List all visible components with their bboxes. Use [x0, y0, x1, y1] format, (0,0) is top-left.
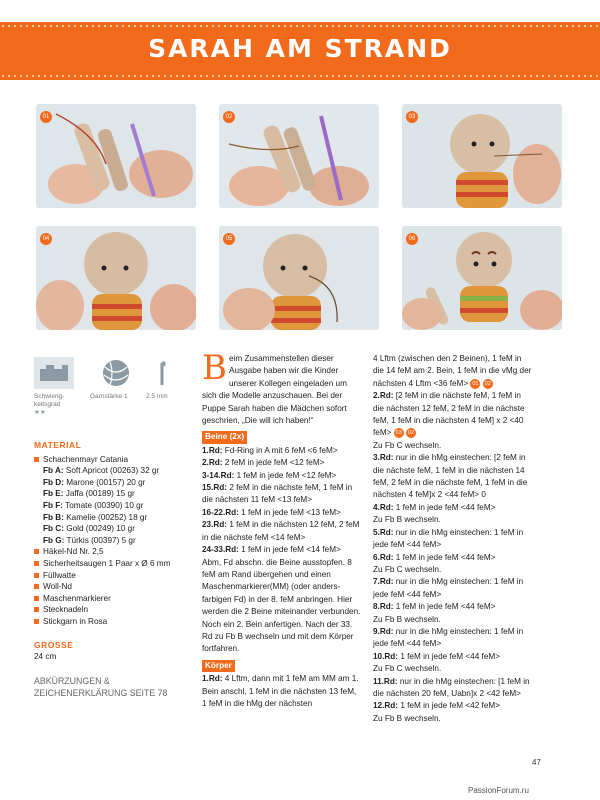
round-text: Zu Fb C wechseln.: [373, 564, 442, 574]
round-line: [373, 390, 533, 440]
round-text: 1 feM in jede feM <12 feM>: [236, 470, 337, 480]
photo-step-01: [36, 104, 196, 208]
intro-text: eim Zusammenstellen dieser Ausgabe haben wir die Kinder unserer Kollegen eingeladen um sich die Modelle anzuschauen.: [202, 354, 347, 401]
page-number: 47: [532, 758, 541, 767]
title-banner: [0, 22, 600, 80]
difficulty-text: Schwierig-keitsgrad: [34, 393, 65, 408]
round-text: nur in die hMg einstechen: 1 feM in jede feM <44 feM>: [373, 527, 524, 550]
round-text: nur in die hMg einstechen: 1 feM in jede feM <44 feM>: [373, 577, 524, 599]
photo-step-05: [219, 226, 379, 330]
round-text: 4 Lftm (zwischen den 2 Beinen), 1 feM in die 14 feM am 2. Bein, 1 feM in die vMg der nächsten 4 Lftm <36 feM>: [373, 354, 532, 388]
page-title: SARAH AM STRAND: [148, 34, 452, 63]
instructions-column-3: [373, 353, 533, 725]
color-text: Jaffa (00189) 15 gr: [65, 489, 135, 499]
round-line: [202, 445, 362, 457]
section-heading-beine: Beine (2x): [202, 431, 247, 443]
round-line: [373, 663, 533, 675]
round-line: [373, 700, 533, 712]
difficulty-label: [34, 393, 76, 417]
round-label: 2.Rd:: [373, 391, 394, 401]
round-line: [202, 457, 362, 469]
color-code: Fb F:: [43, 500, 64, 510]
round-text: nur in die hMg einstechen: 1 feM in jede feM <44 feM>: [373, 626, 524, 649]
round-line: [373, 452, 533, 502]
color-code: Fb B:: [43, 512, 64, 522]
round-label: 11.Rd:: [373, 676, 398, 686]
color-text: Gold (00249) 10 gr: [66, 524, 135, 534]
color-code: Fb A:: [43, 466, 64, 476]
material-item: Füllwatte: [34, 570, 184, 582]
round-line: [373, 576, 533, 601]
round-line: [373, 527, 533, 552]
round-line: [373, 614, 533, 626]
instructions-column-2: [202, 348, 362, 710]
beine-note-1: Abm, Fd abschn. die Beine ausstopfen. 8 feM am Rand übergehen und einen Maschenmarkierer(MM) (oder anders-farbigen Fd) in der 8. feM anbringen. Hier werden die 2 Beine miteinander verbunden.: [202, 557, 361, 617]
material-list: [34, 454, 184, 628]
color-text: Türkis (00397) 5 gr: [66, 535, 136, 545]
round-label: 2.Rd:: [202, 458, 223, 468]
round-label: 7.Rd:: [373, 577, 394, 587]
round-label: 1.Rd:: [202, 674, 223, 684]
round-line: [373, 564, 533, 576]
round-label: 9.Rd:: [373, 626, 394, 636]
yarn-ball-graphic: [96, 357, 136, 389]
watermark: PassionForum.ru: [468, 786, 529, 795]
round-text: Zu Fb B wechseln.: [373, 713, 441, 723]
round-label: 24-33.Rd:: [202, 545, 239, 555]
round-line: [202, 673, 362, 710]
material-item: Häkel-Nd Nr. 2,5: [34, 546, 184, 558]
size-heading: GRÖSSE: [34, 639, 74, 650]
intro-paragraph: [202, 348, 362, 427]
round-text: Zu Fb C wechseln.: [373, 440, 442, 450]
photo-illustration-06: [402, 226, 562, 330]
round-line: [373, 713, 533, 725]
round-text: nur in die hMg einstechen: [1 feM in die nächsten 20 feM, Uabn]x 2 <42 feM>: [373, 676, 530, 698]
round-line: [202, 482, 362, 507]
abbreviations-line1: ABKÜRZUNGEN &: [34, 675, 110, 686]
color-text: Kamelie (00252) 18 gr: [66, 512, 148, 522]
round-line: [202, 544, 362, 556]
material-yarn: Schachenmayr Catania: [34, 454, 184, 466]
round-text: Fd-Ring in A mit 6 feM <6 feM>: [224, 445, 338, 455]
photo-grid: [36, 104, 562, 340]
photo-step-02: [219, 104, 379, 208]
photo-ref-badge: 03: [395, 430, 402, 437]
round-line: [373, 514, 533, 526]
round-line: [202, 519, 362, 544]
banner-dots-bottom: [0, 74, 600, 78]
round-text: 1 feM in jede feM <44 feM>: [395, 602, 496, 612]
round-text: Zu Fb B wechseln.: [373, 614, 441, 624]
color-item: [34, 535, 184, 547]
round-text: 1 feM in die nächsten 12 feM, 2 feM in die nächste feM <14 feM>: [202, 520, 360, 542]
round-line: [373, 440, 533, 452]
photo-number: 02: [223, 111, 235, 123]
round-label: 6.Rd:: [373, 552, 394, 562]
round-text: 2 feM in die nächste feM, 1 feM in die nächsten 11 feM <13 feM>: [202, 483, 353, 505]
color-code: Fb C:: [43, 524, 64, 534]
round-label: 8.Rd:: [373, 602, 394, 612]
round-text: nur in die hMg einstechen: [2 feM in die nächste feM, 1 feM in die nächsten 14 feM, 2 feM in die nächste feM, 1 feM in die nächsten 4 feM]x 2 <44 feM> 0: [373, 453, 528, 500]
yarn-weight-label: Garnstärke 1: [90, 393, 128, 400]
material-item: Stecknadeln: [34, 604, 184, 616]
photo-illustration-01: [36, 104, 196, 208]
round-label: 3-14.Rd:: [202, 470, 235, 480]
photo-ref-badge: 02: [484, 380, 491, 387]
material-item: Woll-Nd: [34, 581, 184, 593]
color-item: [34, 465, 184, 477]
crochet-hook-icon: [142, 357, 182, 389]
round-text: 1 feM in jede feM <14 feM>: [241, 545, 341, 555]
round-text: 4 Lftm, dann mit 1 feM am MM am 1. Bein anschl, 1 feM in die nächsten 13 feM, 1 feM in die hMg der nächsten: [202, 674, 359, 708]
photo-number: 04: [40, 233, 52, 245]
round-line: [373, 502, 533, 514]
photo-step-03: [402, 104, 562, 208]
intro-quote: Bei der Puppe Sarah haben die Mädchen sofort geschrien, „Die will ich haben!“: [202, 391, 347, 426]
color-item: [34, 512, 184, 524]
abbreviations-note: [34, 675, 184, 699]
round-line: [202, 470, 362, 482]
color-item: [34, 488, 184, 500]
color-item: [34, 523, 184, 535]
drop-cap: B: [202, 348, 227, 388]
material-heading: MATERIAL: [34, 440, 82, 450]
round-label: 23.Rd:: [202, 520, 228, 530]
color-code: Fb E:: [43, 489, 64, 499]
round-text: Zu Fb B wechseln.: [373, 515, 441, 525]
round-text: 1 feM in jede feM <44 feM>: [400, 651, 500, 661]
round-label: 1.Rd:: [202, 445, 223, 455]
round-text: [2 feM in die nächste feM, 1 feM in die nächsten 12 feM, 2 feM in die nächste feM, 1 feM in die nächsten 4 feM] x 2 <40 feM>: [373, 391, 525, 438]
photo-illustration-03: [402, 104, 562, 208]
photo-number: 03: [406, 111, 418, 123]
crochet-hook-graphic: [142, 357, 182, 389]
material-item: Stickgarn in Rosa: [34, 616, 184, 628]
round-line: [373, 353, 533, 390]
round-text: 1 feM in jede feM <13 feM>: [241, 507, 341, 517]
photo-step-04: [36, 226, 196, 330]
round-label: 5.Rd:: [373, 527, 394, 537]
color-text: Marone (00157) 20 gr: [66, 477, 146, 487]
color-item: [34, 500, 184, 512]
photo-illustration-04: [36, 226, 196, 330]
photo-number: 05: [223, 233, 235, 245]
round-label: 4.Rd:: [373, 502, 394, 512]
difficulty-stars: ★★: [34, 409, 46, 416]
round-text: 1 feM in jede feM <42 feM>: [400, 701, 500, 711]
round-label: 10.Rd:: [373, 651, 399, 661]
photo-illustration-02: [219, 104, 379, 208]
round-line: [373, 601, 533, 613]
banner-dots-top: [0, 24, 600, 28]
beine-note-2: Noch ein 2. Bein anfertigen. Nach der 33. Rd zu Fb B wechseln und mit dem Körper fortfahren.: [202, 619, 354, 654]
round-text: 1 feM in jede feM <44 feM>: [395, 502, 496, 512]
round-line: [373, 651, 533, 663]
difficulty-graphic: [34, 357, 74, 389]
photo-number: 06: [406, 233, 418, 245]
section-heading-koerper: Körper: [202, 660, 235, 672]
round-text: 1 feM in jede feM <44 feM>: [395, 552, 496, 562]
round-label: 15.Rd:: [202, 483, 228, 493]
color-item: [34, 477, 184, 489]
material-item: Maschenmarkierer: [34, 593, 184, 605]
round-text: Zu Fb C wechseln.: [373, 664, 442, 674]
color-text: Soft Apricot (00263) 32 gr: [65, 466, 160, 476]
hook-size-label: 2.5 mm: [146, 393, 168, 400]
pattern-info-icons: [34, 357, 184, 417]
color-code: Fb G:: [43, 535, 65, 545]
round-label: 16-22.Rd:: [202, 507, 239, 517]
photo-ref-badge: 02: [407, 430, 415, 437]
abbreviations-line2: ZEICHENERKLÄRUNG SEITE 78: [34, 687, 168, 698]
photo-illustration-05: [219, 226, 379, 330]
round-label: 12.Rd:: [373, 701, 399, 711]
round-text: 2 feM in jede feM <12 feM>: [224, 458, 325, 468]
round-line: [202, 507, 362, 519]
photo-ref-badge: 01: [472, 380, 479, 387]
round-line: [373, 552, 533, 564]
color-text: Tomate (00390) 10 gr: [65, 500, 144, 510]
material-item: Sicherheitsaugen 1 Paar x Ø 6 mm: [34, 558, 184, 570]
round-line: [373, 626, 533, 651]
color-code: Fb D:: [43, 477, 64, 487]
photo-step-06: [402, 226, 562, 330]
material-section: [34, 440, 184, 699]
round-label: 3.Rd:: [373, 453, 394, 463]
round-line: [373, 676, 533, 701]
size-value: 24 cm: [34, 652, 57, 662]
yarn-ball-icon: [96, 357, 136, 389]
difficulty-icon: [34, 357, 74, 389]
photo-number: 01: [40, 111, 52, 123]
